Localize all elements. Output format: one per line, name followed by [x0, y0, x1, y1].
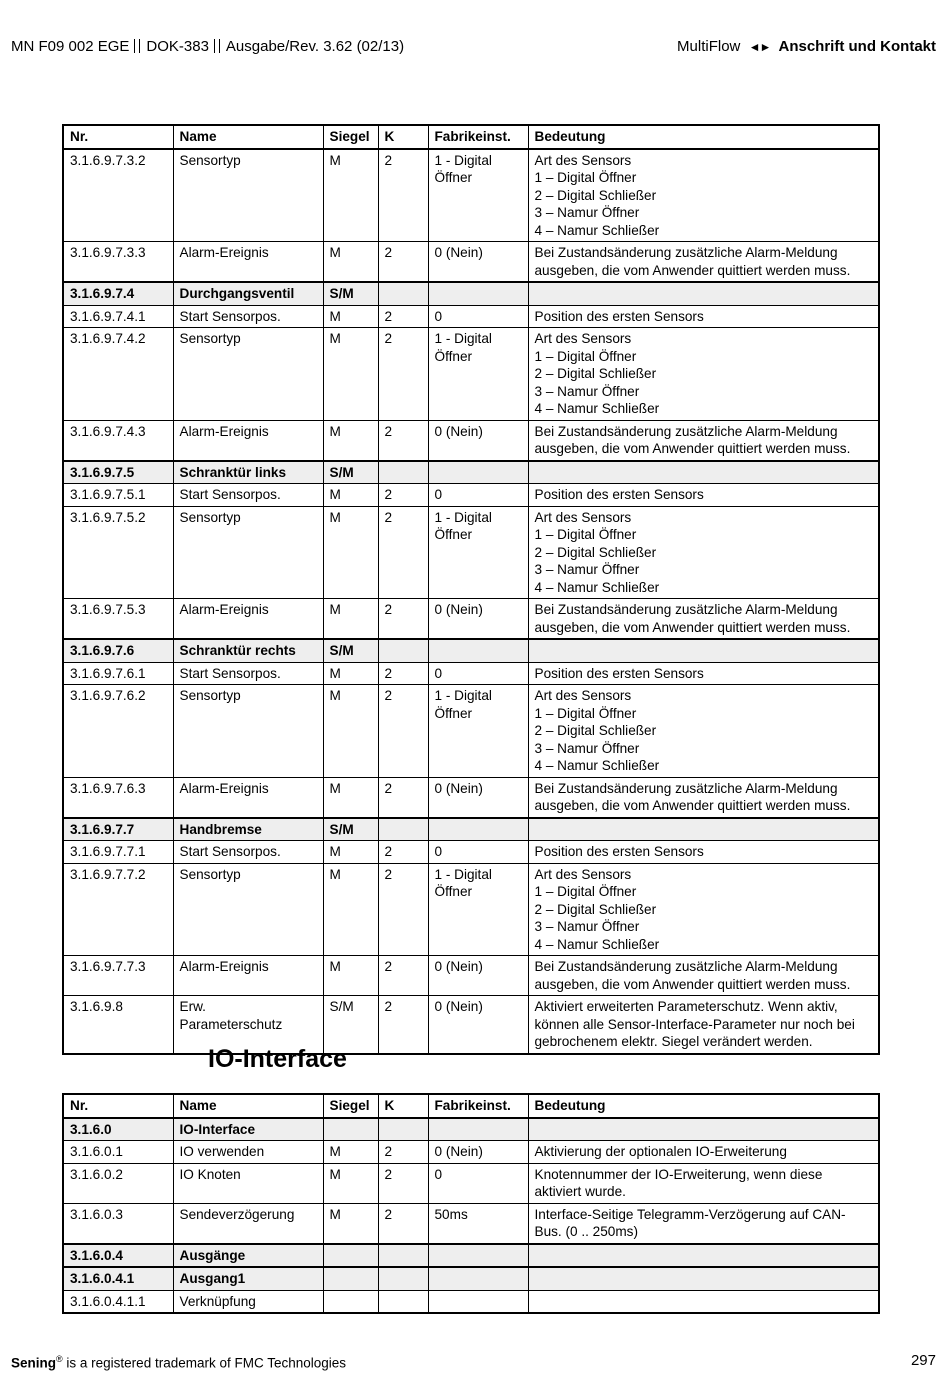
cell-fabrikeinst: 1 - Digital Öffner	[428, 863, 528, 956]
table-row	[63, 1141, 879, 1164]
cell-bedeutung	[528, 1244, 879, 1268]
table-group-row	[63, 1267, 879, 1290]
cell-nr: 3.1.6.0.4	[63, 1244, 173, 1268]
table-row	[63, 149, 879, 242]
cell-siegel	[323, 1290, 378, 1313]
cell-name: Ausgang1	[173, 1267, 323, 1290]
table-row	[63, 1163, 879, 1203]
cell-nr: 3.1.6.9.7.7.3	[63, 956, 173, 996]
cell-nr: 3.1.6.9.7.5	[63, 461, 173, 484]
cell-fabrikeinst: 0 (Nein)	[428, 1141, 528, 1164]
cell-nr: 3.1.6.9.7.6.1	[63, 662, 173, 685]
cell-bedeutung	[528, 818, 879, 841]
cell-fabrikeinst: 0	[428, 305, 528, 328]
col-k: K	[378, 1094, 428, 1118]
cell-nr: 3.1.6.9.7.6.2	[63, 685, 173, 778]
cell-siegel: S/M	[323, 282, 378, 305]
cell-fabrikeinst: 50ms	[428, 1203, 528, 1244]
cell-nr: 3.1.6.9.7.5.3	[63, 599, 173, 640]
cell-bedeutung	[528, 1290, 879, 1313]
cell-name: IO verwenden	[173, 1141, 323, 1164]
cell-fabrikeinst	[428, 1118, 528, 1141]
cell-nr: 3.1.6.0.1	[63, 1141, 173, 1164]
cell-name: Sensortyp	[173, 863, 323, 956]
table-row	[63, 506, 879, 599]
cell-fabrikeinst: 1 - Digital Öffner	[428, 685, 528, 778]
cell-bedeutung	[528, 282, 879, 305]
cell-k: 2	[378, 149, 428, 242]
cell-fabrikeinst	[428, 639, 528, 662]
cell-siegel: S/M	[323, 461, 378, 484]
cell-siegel: M	[323, 1141, 378, 1164]
cell-name: Verknüpfung	[173, 1290, 323, 1313]
cell-bedeutung: Art des Sensors 1 – Digital Öffner 2 – Digital Schließer 3 – Namur Öffner 4 – Namur Schließer	[528, 506, 879, 599]
table-row	[63, 996, 879, 1054]
cell-bedeutung: Bei Zustandsänderung zusätzliche Alarm-Meldung ausgeben, die vom Anwender quittiert werden muss.	[528, 956, 879, 996]
cell-fabrikeinst	[428, 1267, 528, 1290]
doc-id: MN F09 002 EGE	[11, 38, 130, 55]
cell-k: 2	[378, 599, 428, 640]
table-row	[63, 242, 879, 283]
cell-fabrikeinst: 1 - Digital Öffner	[428, 149, 528, 242]
table-group-row	[63, 1244, 879, 1268]
col-fabrikeinst: Fabrikeinst.	[428, 125, 528, 149]
cell-bedeutung	[528, 1267, 879, 1290]
col-name: Name	[173, 125, 323, 149]
col-siegel: Siegel	[323, 1094, 378, 1118]
col-fabrikeinst: Fabrikeinst.	[428, 1094, 528, 1118]
cell-name: Alarm-Ereignis	[173, 599, 323, 640]
cell-nr: 3.1.6.9.8	[63, 996, 173, 1054]
section-title: IO-Interface	[208, 1045, 347, 1073]
cell-siegel: M	[323, 242, 378, 283]
table-group-row	[63, 282, 879, 305]
cell-k: 2	[378, 777, 428, 818]
col-nr: Nr.	[63, 125, 173, 149]
cell-bedeutung: Art des Sensors 1 – Digital Öffner 2 – Digital Schließer 3 – Namur Öffner 4 – Namur Schließer	[528, 328, 879, 421]
cell-bedeutung	[528, 461, 879, 484]
parameter-table-io	[62, 1093, 880, 1314]
cell-fabrikeinst: 0 (Nein)	[428, 996, 528, 1054]
dok-number: DOK-383	[146, 38, 209, 55]
cell-siegel: S/M	[323, 639, 378, 662]
table-row	[63, 841, 879, 864]
cell-k	[378, 1118, 428, 1141]
product-name: MultiFlow	[677, 38, 741, 55]
cell-nr: 3.1.6.9.7.6	[63, 639, 173, 662]
table-row	[63, 1203, 879, 1244]
cell-k: 2	[378, 242, 428, 283]
cell-nr: 3.1.6.0	[63, 1118, 173, 1141]
cell-k: 2	[378, 996, 428, 1054]
cell-fabrikeinst: 0	[428, 1163, 528, 1203]
col-k: K	[378, 125, 428, 149]
table-group-row	[63, 461, 879, 484]
table-row	[63, 599, 879, 640]
cell-siegel: M	[323, 685, 378, 778]
table-row	[63, 1290, 879, 1313]
cell-k: 2	[378, 685, 428, 778]
cell-k	[378, 818, 428, 841]
cell-nr: 3.1.6.9.7.3.2	[63, 149, 173, 242]
cell-fabrikeinst	[428, 818, 528, 841]
cell-siegel: M	[323, 305, 378, 328]
cell-siegel: M	[323, 599, 378, 640]
cell-k	[378, 461, 428, 484]
cell-name: IO Knoten	[173, 1163, 323, 1203]
cell-fabrikeinst: 0	[428, 841, 528, 864]
cell-fabrikeinst: 0 (Nein)	[428, 956, 528, 996]
cell-name: Schranktür rechts	[173, 639, 323, 662]
table-row	[63, 863, 879, 956]
cell-fabrikeinst: 0 (Nein)	[428, 777, 528, 818]
cell-siegel: M	[323, 956, 378, 996]
table-group-row	[63, 818, 879, 841]
cell-fabrikeinst: 0 (Nein)	[428, 420, 528, 461]
cell-fabrikeinst	[428, 1290, 528, 1313]
cell-bedeutung: Bei Zustandsänderung zusätzliche Alarm-Meldung ausgeben, die vom Anwender quittiert werden muss.	[528, 420, 879, 461]
cell-name: IO-Interface	[173, 1118, 323, 1141]
cell-bedeutung: Interface-Seitige Telegramm-Verzögerung auf CAN-Bus. (0 .. 250ms)	[528, 1203, 879, 1244]
cell-siegel: M	[323, 420, 378, 461]
revision: Ausgabe/Rev. 3.62 (02/13)	[225, 38, 405, 55]
cell-nr: 3.1.6.9.7.7.2	[63, 863, 173, 956]
cell-nr: 3.1.6.9.7.7.1	[63, 841, 173, 864]
cell-name: Schranktür links	[173, 461, 323, 484]
cell-name: Start Sensorpos.	[173, 305, 323, 328]
cell-fabrikeinst: 0 (Nein)	[428, 242, 528, 283]
cell-fabrikeinst	[428, 1244, 528, 1268]
cell-name: Start Sensorpos.	[173, 841, 323, 864]
cell-siegel: M	[323, 1203, 378, 1244]
table-header-row	[63, 1094, 879, 1118]
table-row	[63, 305, 879, 328]
cell-k	[378, 1267, 428, 1290]
brand-name: Sening	[11, 1355, 57, 1371]
cell-nr: 3.1.6.9.7.7	[63, 818, 173, 841]
cell-siegel: M	[323, 777, 378, 818]
cell-bedeutung: Art des Sensors 1 – Digital Öffner 2 – Digital Schließer 3 – Namur Öffner 4 – Namur Schließer	[528, 149, 879, 242]
cell-bedeutung: Position des ersten Sensors	[528, 662, 879, 685]
cell-bedeutung: Art des Sensors 1 – Digital Öffner 2 – Digital Schließer 3 – Namur Öffner 4 – Namur Schließer	[528, 685, 879, 778]
col-nr: Nr.	[63, 1094, 173, 1118]
cell-bedeutung: Art des Sensors 1 – Digital Öffner 2 – Digital Schließer 3 – Namur Öffner 4 – Namur Schließer	[528, 863, 879, 956]
cell-k: 2	[378, 506, 428, 599]
cell-k: 2	[378, 1203, 428, 1244]
cell-nr: 3.1.6.9.7.5.1	[63, 484, 173, 507]
cell-siegel	[323, 1244, 378, 1268]
cell-bedeutung: Position des ersten Sensors	[528, 484, 879, 507]
table-row	[63, 328, 879, 421]
table-row	[63, 484, 879, 507]
cell-k: 2	[378, 863, 428, 956]
cell-k: 2	[378, 420, 428, 461]
cell-siegel: S/M	[323, 818, 378, 841]
cell-k	[378, 282, 428, 305]
cell-siegel: M	[323, 1163, 378, 1203]
cell-nr: 3.1.6.9.7.6.3	[63, 777, 173, 818]
cell-name: Sensortyp	[173, 506, 323, 599]
cell-fabrikeinst	[428, 282, 528, 305]
cell-fabrikeinst: 0 (Nein)	[428, 599, 528, 640]
cell-name: Alarm-Ereignis	[173, 420, 323, 461]
cell-k: 2	[378, 841, 428, 864]
table-row	[63, 956, 879, 996]
cell-bedeutung: Aktivierung der optionalen IO-Erweiterung	[528, 1141, 879, 1164]
cell-k: 2	[378, 662, 428, 685]
cell-name: Alarm-Ereignis	[173, 242, 323, 283]
cell-k: 2	[378, 328, 428, 421]
cell-k: 2	[378, 1141, 428, 1164]
cell-nr: 3.1.6.9.7.4	[63, 282, 173, 305]
cell-k	[378, 1290, 428, 1313]
table-header-row	[63, 125, 879, 149]
cell-name: Ausgänge	[173, 1244, 323, 1268]
cell-bedeutung	[528, 639, 879, 662]
cell-siegel: M	[323, 841, 378, 864]
cell-k: 2	[378, 956, 428, 996]
cell-bedeutung	[528, 1118, 879, 1141]
cell-bedeutung: Knotennummer der IO-Erweiterung, wenn diese aktiviert wurde.	[528, 1163, 879, 1203]
cell-k: 2	[378, 305, 428, 328]
cell-siegel: M	[323, 662, 378, 685]
cell-siegel	[323, 1118, 378, 1141]
cell-siegel: M	[323, 328, 378, 421]
cell-siegel: S/M	[323, 996, 378, 1054]
cell-nr: 3.1.6.0.4.1	[63, 1267, 173, 1290]
cell-k	[378, 1244, 428, 1268]
table-row	[63, 662, 879, 685]
footer-trademark	[11, 1354, 346, 1371]
cell-nr: 3.1.6.9.7.4.2	[63, 328, 173, 421]
cell-name: Start Sensorpos.	[173, 662, 323, 685]
cell-siegel: M	[323, 863, 378, 956]
cell-nr: 3.1.6.9.7.3.3	[63, 242, 173, 283]
cell-fabrikeinst: 1 - Digital Öffner	[428, 328, 528, 421]
separator	[214, 39, 220, 53]
trademark-text: is a registered trademark of FMC Technologies	[62, 1355, 347, 1371]
cell-k: 2	[378, 1163, 428, 1203]
cell-siegel	[323, 1267, 378, 1290]
cell-siegel: M	[323, 149, 378, 242]
cell-bedeutung: Bei Zustandsänderung zusätzliche Alarm-Meldung ausgeben, die vom Anwender quittiert werden muss.	[528, 242, 879, 283]
cell-name: Sensortyp	[173, 685, 323, 778]
cell-bedeutung: Aktiviert erweiterten Parameterschutz. Wenn aktiv, können alle Sensor-Interface-Parameter nur noch bei gebrochenem elektr. Siegel verändert werden.	[528, 996, 879, 1054]
cell-fabrikeinst: 1 - Digital Öffner	[428, 506, 528, 599]
cell-name: Start Sensorpos.	[173, 484, 323, 507]
cell-name: Sensortyp	[173, 149, 323, 242]
table-row	[63, 777, 879, 818]
table-row	[63, 685, 879, 778]
page-number: 297	[910, 1352, 936, 1369]
cell-nr: 3.1.6.0.2	[63, 1163, 173, 1203]
cell-name: Sensortyp	[173, 328, 323, 421]
cell-siegel: M	[323, 484, 378, 507]
cell-name: Alarm-Ereignis	[173, 777, 323, 818]
cell-bedeutung: Bei Zustandsänderung zusätzliche Alarm-Meldung ausgeben, die vom Anwender quittiert werden muss.	[528, 777, 879, 818]
cell-nr: 3.1.6.9.7.4.1	[63, 305, 173, 328]
cell-k	[378, 639, 428, 662]
page-header-right	[677, 38, 936, 55]
cell-nr: 3.1.6.9.7.4.3	[63, 420, 173, 461]
registered-mark: ®	[56, 1354, 63, 1364]
parameter-table-sensor	[62, 124, 880, 1055]
page-header-left	[11, 38, 404, 55]
col-bedeutung: Bedeutung	[528, 1094, 879, 1118]
nav-arrows-icon: ◄►	[748, 40, 771, 54]
cell-nr: 3.1.6.9.7.5.2	[63, 506, 173, 599]
table-group-row	[63, 1118, 879, 1141]
col-siegel: Siegel	[323, 125, 378, 149]
cell-name: Handbremse	[173, 818, 323, 841]
col-bedeutung: Bedeutung	[528, 125, 879, 149]
cell-bedeutung: Position des ersten Sensors	[528, 841, 879, 864]
col-name: Name	[173, 1094, 323, 1118]
separator	[134, 39, 140, 53]
cell-fabrikeinst: 0	[428, 662, 528, 685]
section-name: Anschrift und Kontakt	[778, 38, 936, 55]
cell-name: Sendeverzögerung	[173, 1203, 323, 1244]
cell-name: Alarm-Ereignis	[173, 956, 323, 996]
cell-nr: 3.1.6.0.3	[63, 1203, 173, 1244]
cell-bedeutung: Position des ersten Sensors	[528, 305, 879, 328]
cell-fabrikeinst: 0	[428, 484, 528, 507]
cell-nr: 3.1.6.0.4.1.1	[63, 1290, 173, 1313]
table-group-row	[63, 639, 879, 662]
cell-siegel: M	[323, 506, 378, 599]
cell-name: Erw. Parameterschutz	[173, 996, 323, 1054]
cell-k: 2	[378, 484, 428, 507]
cell-fabrikeinst	[428, 461, 528, 484]
table-row	[63, 420, 879, 461]
cell-bedeutung: Bei Zustandsänderung zusätzliche Alarm-Meldung ausgeben, die vom Anwender quittiert werden muss.	[528, 599, 879, 640]
cell-name: Durchgangsventil	[173, 282, 323, 305]
